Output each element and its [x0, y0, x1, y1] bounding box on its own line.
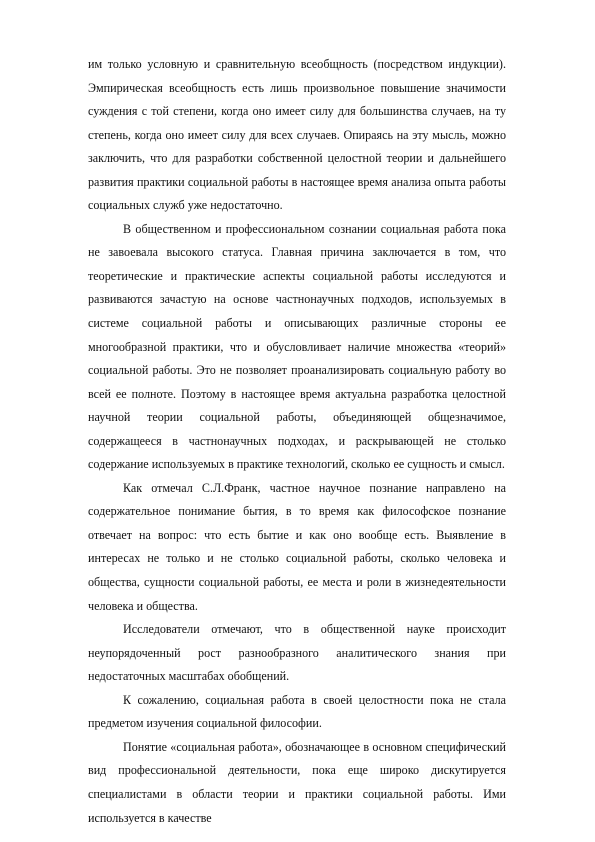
- paragraph-professional-status: В общественном и профессиональном сознании социальная работа пока не завоевала высокого статуса. Главная причина заключается в том, что теоретические и практические аспекты социальной работы исследуются и развиваются зачастую на основе частнонаучных подходов, используемых в системе социальной работы и описывающих различные стороны ее многообразной практики, что и обусловливает наличие множества «теорий» социальной работы. Это не позволяет проанализировать социальную работу во всей ее полноте. Поэтому в настоящее время актуальна разработка целостной научной теории социальной работы, объединяющей общезначимое, содержащееся в частнонаучных подходах, и раскрывающей не столько содержание используемых в практике технологий, сколько ее сущность и смысл.: [88, 221, 506, 472]
- paragraph-researchers: Исследователи отмечают, что в общественной науке происходит неупорядоченный рост разнообразного аналитического знания при недостаточных масштабах обобщений.: [88, 622, 506, 684]
- paragraph-continuation: им только условную и сравнительную всеобщность (посредством индукции). Эмпирическая всеобщность есть лишь произвольное повышение значимости суждения с той степени, когда оно имеет силу для большинства случаев, на ту степень, когда оно имеет силу для всех случаев. Опираясь на эту мысль, можно заключить, что для разработки собственной целостной теории и дальнейшего развития практики социальной работы в настоящее время анализа опыта работы социальных служб уже недостаточно.: [88, 57, 506, 213]
- body-text: [88, 53, 506, 830]
- paragraph-concept: Понятие «социальная работа», обозначающее в основном специфический вид профессиональной деятельности, пока еще широко дискутируется специалистами в области теории и практики социальной работы. Ими используется в качестве: [88, 739, 506, 825]
- paragraph-regret: К сожалению, социальная работа в своей целостности пока не стала предметом изучения социальной философии.: [88, 692, 506, 731]
- paragraph-frank-quote: Как отмечал С.Л.Франк, частное научное познание направлено на содержательное понимание бытия, в то время как философское познание отвечает на вопрос: что есть бытие и как оно вообще есть. Выявление в интересах не только и не столько социальной работы, сколько человека и общества, сущности социальной работы, ее места и роли в жизнедеятельности человека и общества.: [88, 480, 506, 613]
